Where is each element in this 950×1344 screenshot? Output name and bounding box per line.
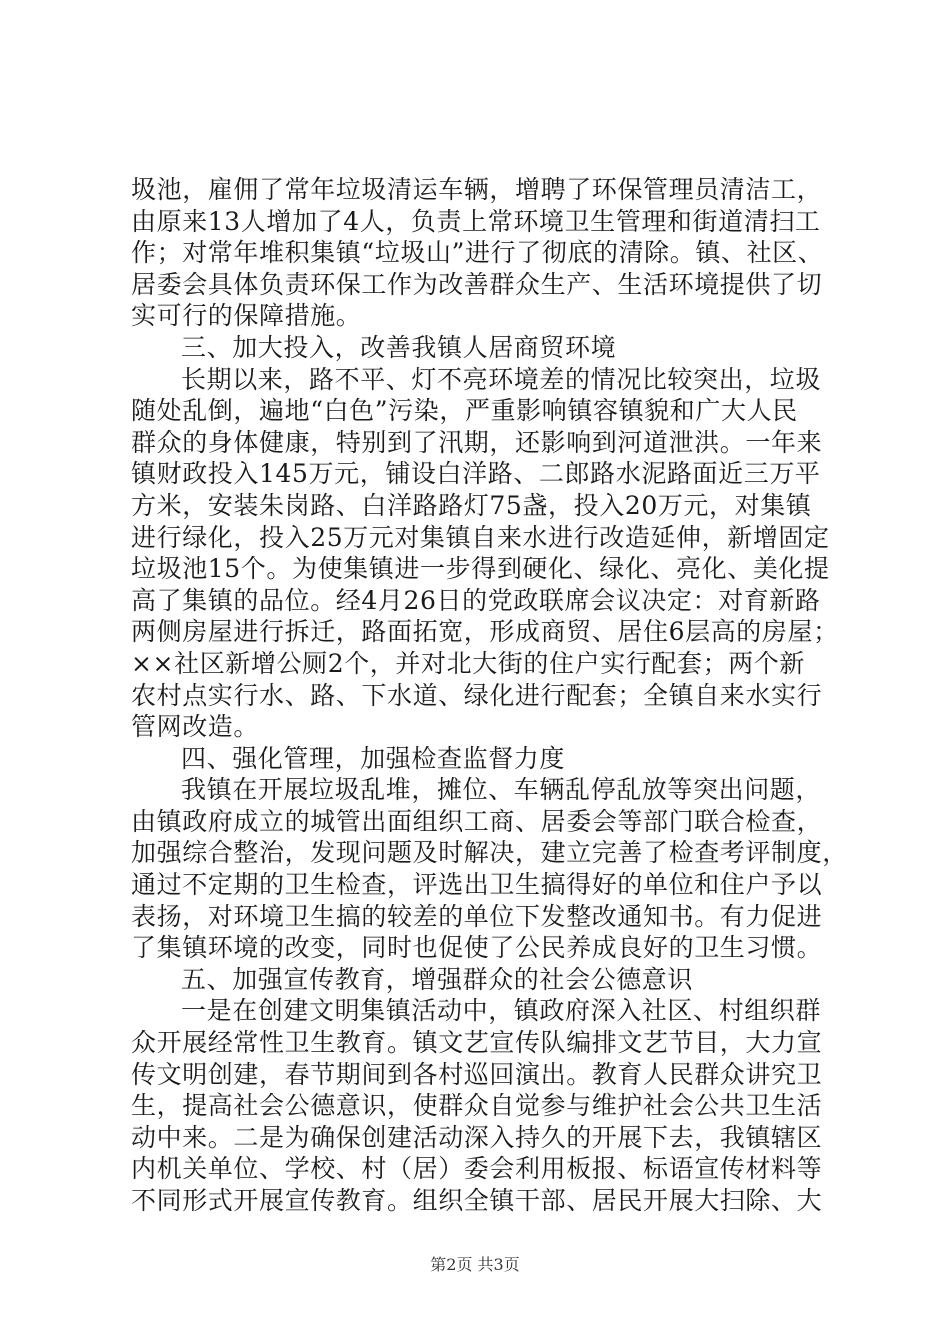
text-line: 实可行的保障措施。 bbox=[131, 301, 362, 331]
text-line: 生，提高社会公德意识，使群众自觉参与维护社会公共卫生活 bbox=[131, 1091, 823, 1121]
paragraph-management bbox=[131, 774, 848, 964]
text-line: 动中来。二是为确保创建活动深入持久的开展下去，我镇辖区 bbox=[131, 1122, 823, 1152]
text-line: 众开展经常性卫生教育。镇文艺宣传队编排文艺节目，大力宣 bbox=[131, 1028, 823, 1058]
text-line: 作；对常年堆积集镇“垃圾山”进行了彻底的清除。镇、社区、 bbox=[131, 238, 824, 268]
text-line: 镇财政投入145万元，铺设白洋路、二郎路水泥路面近三万平 bbox=[131, 459, 821, 489]
text-line: 不同形式开展宣传教育。组织全镇干部、居民开展大扫除、大 bbox=[131, 1186, 823, 1215]
text-line: 居委会具体负责环保工作为改善群众生产、生活环境提供了切 bbox=[131, 269, 823, 299]
section-heading-5: 五、加强宣传教育，增强群众的社会公德意识 bbox=[181, 964, 694, 994]
text-line: 管网改造。 bbox=[131, 712, 260, 742]
text-line: 一是在创建文明集镇活动中，镇政府深入社区、村组织群 bbox=[181, 996, 822, 1026]
paragraph-education bbox=[131, 995, 831, 1216]
text-line: 高了集镇的品位。经4月26日的党政联席会议决定：对育新路 bbox=[131, 585, 821, 615]
text-line: 农村点实行水、路、下水道、绿化进行配套；全镇自来水实行 bbox=[131, 680, 823, 710]
document-body bbox=[131, 174, 848, 1217]
text-line: 方米，安装朱岗路、白洋路路灯75盏，投入20万元，对集镇 bbox=[131, 490, 812, 520]
section-heading-3: 三、加大投入，改善我镇人居商贸环境 bbox=[181, 332, 617, 362]
text-line: 了集镇环境的改变，同时也促使了公民养成良好的卫生习惯。 bbox=[131, 933, 823, 963]
text-line: 内机关单位、学校、村（居）委会利用板报、标语宣传材料等 bbox=[131, 1154, 823, 1184]
text-line: 由镇政府成立的城管出面组织工商、居委会等部门联合检查， bbox=[131, 806, 823, 836]
paragraph-investment bbox=[131, 364, 839, 743]
text-line: 传文明创建，春节期间到各村巡回演出。教育人民群众讲究卫 bbox=[131, 1059, 823, 1089]
text-line: 通过不定期的卫生检查，评选出卫生搞得好的单位和住户予以 bbox=[131, 870, 823, 900]
text-line: 由原来13人增加了4人，负责上常环境卫生管理和街道清扫工 bbox=[131, 206, 821, 236]
text-line: 两侧房屋进行拆迁，路面拓宽，形成商贸、居住6层高的房屋； bbox=[131, 617, 839, 647]
text-line: 垃圾池15个。为使集镇进一步得到硬化、绿化、亮化、美化提 bbox=[131, 554, 830, 584]
text-line: 随处乱倒，遍地“白色”污染，严重影响镇容镇貌和广大人民 bbox=[131, 396, 798, 426]
text-line: ××社区新增公厕2个，并对北大街的住户实行配套；两个新 bbox=[131, 648, 806, 678]
text-line: 加强综合整治，发现问题及时解决，建立完善了检查考评制度， bbox=[131, 838, 848, 868]
page-footer: 第2页 共3页 bbox=[430, 1255, 520, 1274]
text-line: 我镇在开展垃圾乱堆，摊位、车辆乱停乱放等突出问题， bbox=[181, 775, 822, 805]
text-line: 圾池，雇佣了常年垃圾清运车辆，增聘了环保管理员清洁工， bbox=[131, 175, 823, 204]
text-line: 长期以来，路不平、灯不亮环境差的情况比较突出，垃圾 bbox=[181, 364, 822, 394]
section-heading-4: 四、强化管理，加强检查监督力度 bbox=[181, 743, 566, 773]
paragraph-environment-staff bbox=[131, 174, 831, 332]
text-line: 表扬，对环境卫生搞的较差的单位下发整改通知书。有力促进 bbox=[131, 901, 823, 931]
text-line: 进行绿化，投入25万元对集镇自来水进行改造延伸，新增固定 bbox=[131, 522, 830, 552]
text-line: 群众的身体健康，特别到了汛期，还影响到河道泄洪。一年来 bbox=[131, 427, 823, 457]
